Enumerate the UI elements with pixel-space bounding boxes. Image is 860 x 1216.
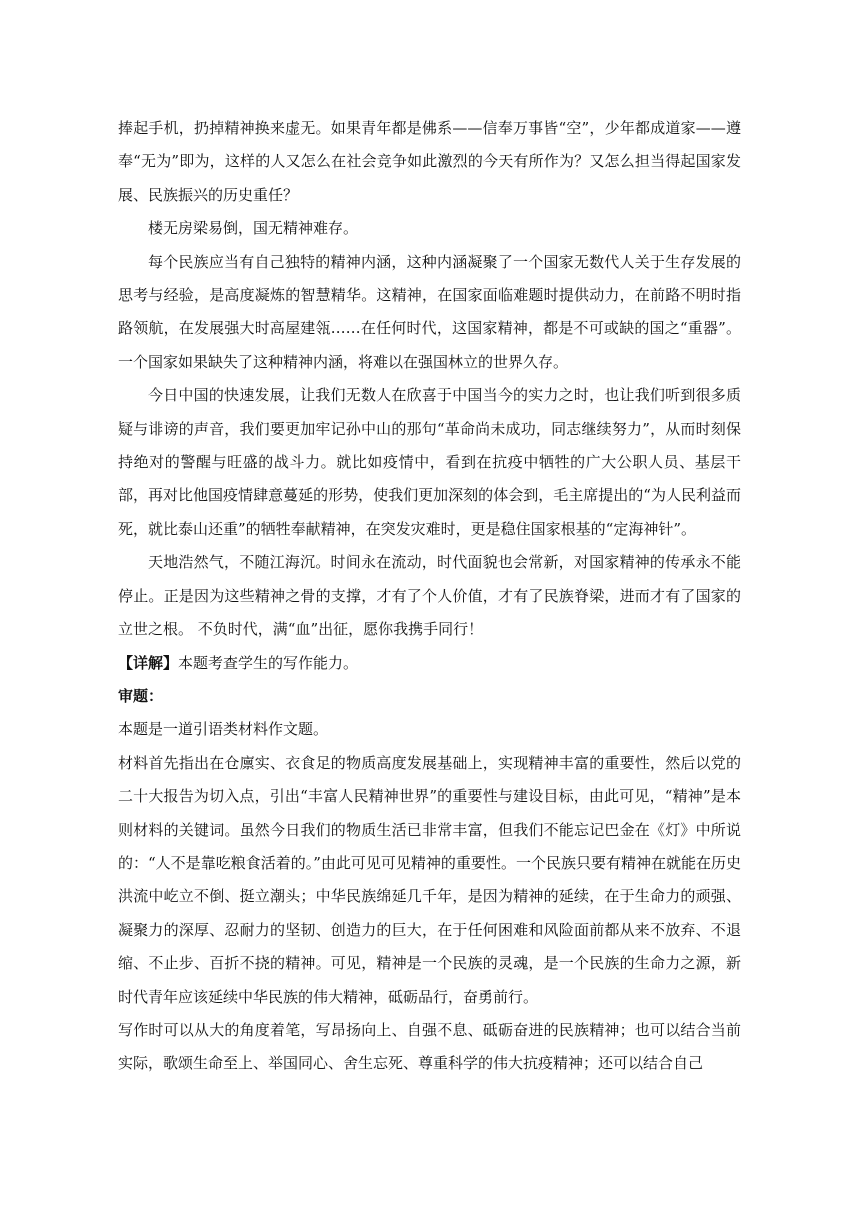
analysis-paragraph-2: 材料首先指出在仓廪实、衣食足的物质高度发展基础上，实现精神丰富的重要性，然后以党的二十大报告为切入点，引出“丰富人民精神世界”的重要性与建设目标，由此可见，“精神”是本则材料的关键词。虽然今日我们的物质生活已非常丰富，但我们不能忘记巴金在《灯》中所说的：“人不是靠吃粮食活着的。”由此可见可见精神的重要性。一个民族只要有精神在就能在历史洪流中屹立不倒、挺立潮头；中华民族绵延几千年，是因为精神的延续，在于生命力的顽强、凝聚力的深厚、忍耐力的坚韧、创造力的巨大，在于任何困难和风险面前都从来不放弃、不退缩、不止步、百折不挠的精神。可见，精神是一个民族的灵魂，是一个民族的生命力之源，新时代青年应该延续中华民族的伟大精神，砥砺品行，奋勇前行。 <box>118 753 741 1006</box>
essay-paragraph-3: 每个民族应当有自己独特的精神内涵，这种内涵凝聚了一个国家无数代人关于生存发展的思考与经验，是高度凝炼的智慧精华。这精神，在国家面临难题时提供动力，在前路不明时指路领航，在发展强大时高屋建瓴……在任何时代，这国家精神，都是不可或缺的国之“重器”。一个国家如果缺失了这种精神内涵，将难以在强国林立的世界久存。 <box>118 252 741 371</box>
detail-label: 【详解】 <box>118 653 179 672</box>
analysis-paragraph-1: 本题是一道引语类材料作文题。 <box>118 720 329 739</box>
section-title: 审题： <box>118 686 164 705</box>
essay-paragraph-1: 捧起手机，扔掉精神换来虚无。如果青年都是佛系——信奉万事皆“空”，少年都成道家——遵奉“无为”即为，这样的人又怎么在社会竞争如此激烈的今天有所作为？又怎么担当得起国家发展、民族振兴的历史重任？ <box>118 119 741 204</box>
essay-paragraph-2: 楼无房梁易倒，国无精神难存。 <box>148 219 359 238</box>
analysis-intro <box>118 647 741 680</box>
analysis-paragraph-3: 写作时可以从大的角度着笔，写昂扬向上、自强不息、砥砺奋进的民族精神；也可以结合当前实际，歌颂生命至上、举国同心、舍生忘死、尊重科学的伟大抗疫精神；还可以结合自己 <box>118 1020 741 1073</box>
essay-paragraph-4: 今日中国的快速发展，让我们无数人在欣喜于中国当今的实力之时，也让我们听到很多质疑与诽谤的声音，我们要更加牢记孙中山的那句“革命尚未成功，同志继续努力”，从而时刻保持绝对的警醒与旺盛的战斗力。就比如疫情中，看到在抗疫中牺牲的广大公职人员、基层干部，再对比他国疫情肆意蔓延的形势，使我们更加深刻的体会到，毛主席提出的“为人民利益而死，就比泰山还重”的牺牲奉献精神，在突发灾难时，更是稳住国家根基的“定海神针”。 <box>118 386 741 538</box>
essay-paragraph-5: 天地浩然气，不随江海沉。时间永在流动，时代面貌也会常新，对国家精神的传承永不能停止。正是因为这些精神之骨的支撑，才有了个人价值，才有了民族脊梁，进而才有了国家的立世之根。 不负时代，满“血”出征，愿你我携手同行！ <box>118 553 741 639</box>
document-page <box>118 112 741 1081</box>
analysis-intro-text: 本题考查学生的写作能力。 <box>178 653 359 672</box>
